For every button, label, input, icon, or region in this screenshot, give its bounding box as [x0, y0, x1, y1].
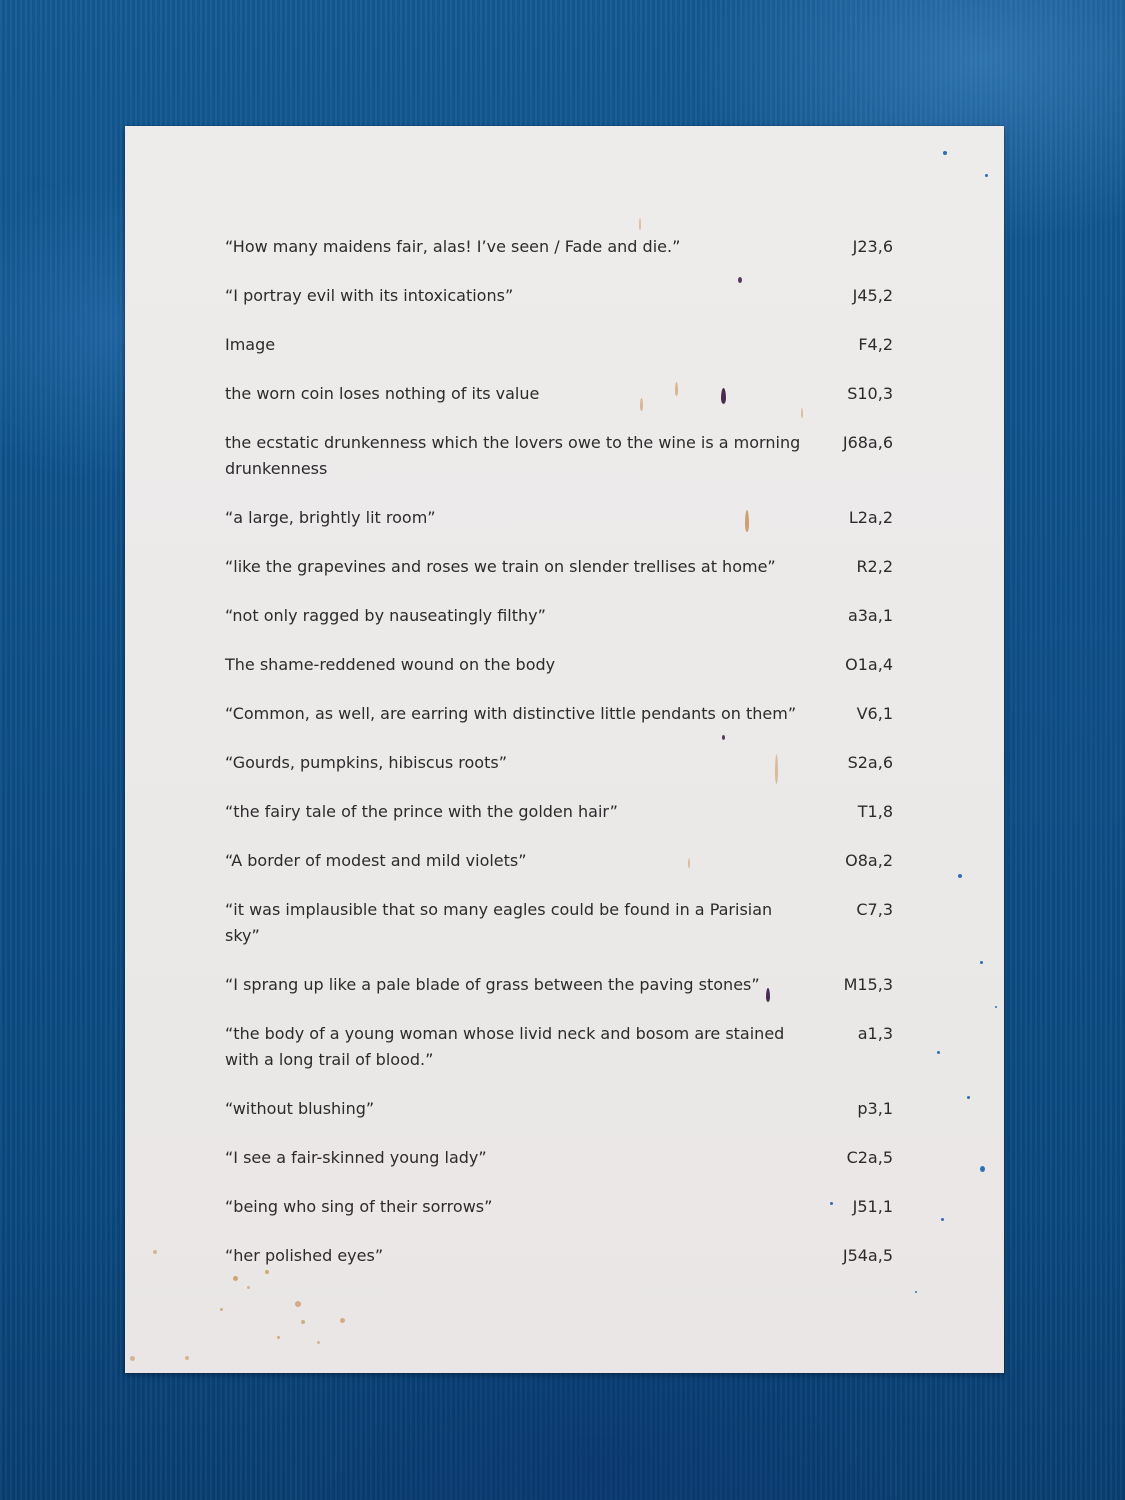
- reference-code: J45,2: [852, 286, 893, 305]
- ochre-drip: [688, 858, 690, 868]
- quote-text: “her polished eyes”: [225, 1246, 384, 1265]
- ochre-splatter: [185, 1356, 189, 1360]
- reference-code: C7,3: [856, 900, 893, 919]
- blue-speckle: [958, 874, 962, 878]
- list-item: [225, 652, 893, 678]
- ochre-splatter: [295, 1301, 301, 1307]
- ochre-drip: [801, 408, 803, 418]
- list-item: [225, 1145, 893, 1171]
- quote-text: “I portray evil with its intoxications”: [225, 286, 514, 305]
- quote-text: “Common, as well, are earring with distinctive little pendants on them”: [225, 704, 797, 723]
- ochre-splatter: [317, 1341, 320, 1344]
- blue-speckle: [967, 1096, 970, 1099]
- ochre-drip: [675, 382, 678, 396]
- reference-code: M15,3: [843, 975, 893, 994]
- quote-text: “How many maidens fair, alas! I’ve seen / Fade and die.”: [225, 237, 681, 256]
- list-item: [225, 332, 893, 358]
- reference-code: O1a,4: [845, 655, 893, 674]
- ochre-splatter: [130, 1356, 135, 1361]
- reference-code: S10,3: [847, 384, 893, 403]
- ochre-splatter: [233, 1276, 238, 1281]
- purple-ink-drip: [721, 388, 726, 404]
- blue-speckle: [985, 174, 988, 177]
- reference-code: T1,8: [857, 802, 893, 821]
- list-item: [225, 381, 893, 407]
- list-item: [225, 1021, 893, 1073]
- paper-sheet: [125, 126, 1004, 1373]
- quote-text: “I see a fair-skinned young lady”: [225, 1148, 487, 1167]
- reference-code: J51,1: [852, 1197, 893, 1216]
- ochre-splatter: [153, 1250, 157, 1254]
- list-item: [225, 848, 893, 874]
- reference-code: J54a,5: [842, 1246, 893, 1265]
- quote-text: “not only ragged by nauseatingly filthy”: [225, 606, 546, 625]
- blue-speckle: [995, 1006, 997, 1008]
- quote-text: “a large, brightly lit room”: [225, 508, 436, 527]
- list-item: [225, 554, 893, 580]
- ochre-drip: [745, 510, 749, 532]
- blue-speckle: [830, 1202, 833, 1205]
- reference-code: p3,1: [857, 1099, 893, 1118]
- ochre-splatter: [220, 1308, 223, 1311]
- ochre-splatter: [301, 1320, 305, 1324]
- list-item: [225, 430, 893, 482]
- ochre-splatter: [277, 1336, 280, 1339]
- quote-list: [225, 234, 893, 1292]
- quote-text: Image: [225, 335, 276, 354]
- list-item: [225, 972, 893, 998]
- list-item: [225, 283, 893, 309]
- reference-code: F4,2: [858, 335, 893, 354]
- blue-speckle: [980, 1166, 985, 1172]
- blue-speckle: [937, 1051, 940, 1054]
- list-item: [225, 603, 893, 629]
- blue-speckle: [915, 1291, 917, 1293]
- ochre-splatter: [340, 1318, 345, 1323]
- list-item: [225, 799, 893, 825]
- list-item: [225, 1096, 893, 1122]
- quote-text: “without blushing”: [225, 1099, 375, 1118]
- purple-ink-drip: [766, 988, 770, 1002]
- reference-code: O8a,2: [845, 851, 893, 870]
- quote-text: “the body of a young woman whose livid neck and bosom are stained with a long trail of blood.”: [225, 1024, 785, 1069]
- purple-ink-dot: [722, 735, 725, 740]
- quote-text: The shame-reddened wound on the body: [225, 655, 556, 674]
- reference-code: V6,1: [856, 704, 893, 723]
- list-item: [225, 1243, 893, 1269]
- reference-code: J23,6: [852, 237, 893, 256]
- reference-code: a1,3: [857, 1024, 893, 1043]
- reference-code: a3a,1: [847, 606, 893, 625]
- reference-code: J68a,6: [842, 433, 893, 452]
- list-item: [225, 701, 893, 727]
- reference-code: C2a,5: [846, 1148, 893, 1167]
- quote-text: “A border of modest and mild violets”: [225, 851, 527, 870]
- reference-code: R2,2: [856, 557, 893, 576]
- ochre-splatter: [247, 1286, 250, 1289]
- reference-code: S2a,6: [847, 753, 893, 772]
- list-item: [225, 505, 893, 531]
- quote-text: “the fairy tale of the prince with the golden hair”: [225, 802, 618, 821]
- blue-speckle: [943, 151, 947, 155]
- list-item: [225, 234, 893, 260]
- ochre-drip: [640, 398, 643, 411]
- quote-text: the worn coin loses nothing of its value: [225, 384, 540, 403]
- blue-speckle: [980, 961, 983, 964]
- quote-text: “it was implausible that so many eagles could be found in a Parisian sky”: [225, 900, 773, 945]
- quote-text: “like the grapevines and roses we train on slender trellises at home”: [225, 557, 776, 576]
- ochre-drip: [639, 218, 641, 230]
- reference-code: L2a,2: [848, 508, 893, 527]
- list-item: [225, 750, 893, 776]
- quote-text: “being who sing of their sorrows”: [225, 1197, 493, 1216]
- list-item: [225, 1194, 893, 1220]
- quote-text: the ecstatic drunkenness which the lovers owe to the wine is a morning drunkenness: [225, 433, 801, 478]
- quote-text: “I sprang up like a pale blade of grass between the paving stones”: [225, 975, 760, 994]
- quote-text: “Gourds, pumpkins, hibiscus roots”: [225, 753, 507, 772]
- list-item: [225, 897, 893, 949]
- ochre-splatter: [265, 1270, 269, 1274]
- blue-speckle: [941, 1218, 944, 1221]
- purple-ink-dot: [738, 277, 742, 283]
